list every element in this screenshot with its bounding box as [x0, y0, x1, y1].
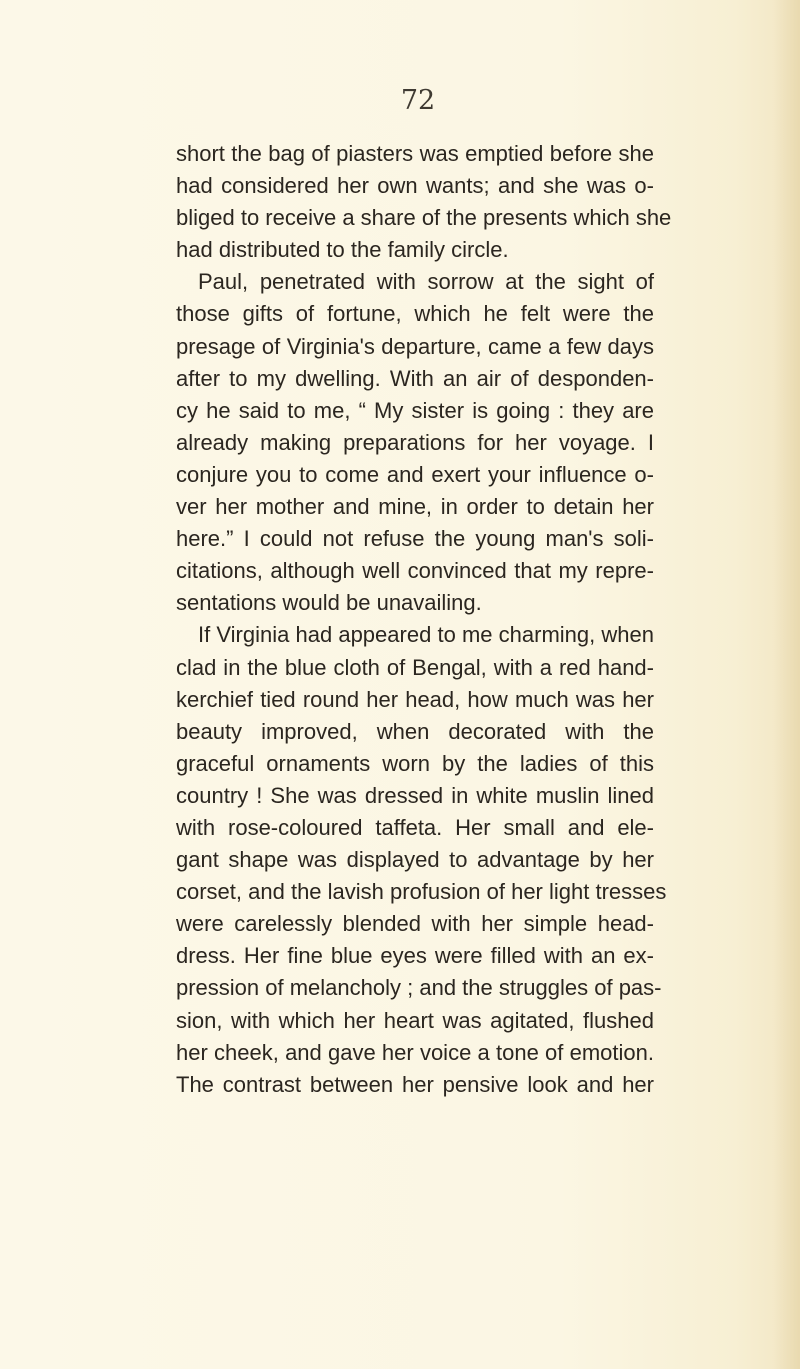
text-line: presage of Virginia's departure, came a few days — [176, 333, 654, 359]
page-number: 72 — [400, 85, 436, 116]
text-line: cy he said to me, “ My sister is going : they are — [176, 397, 654, 423]
text-line: kerchief tied round her head, how much was her — [176, 686, 654, 712]
text-line: conjure you to come and exert your influence o- — [176, 461, 654, 487]
text-line: sion, with which her heart was agitated, flushed — [176, 1007, 654, 1033]
text-line: her cheek, and gave her voice a tone of emotion. — [176, 1039, 654, 1065]
text-line: those gifts of fortune, which he felt were the — [176, 301, 654, 327]
text-line: bliged to receive a share of the presents which she — [176, 205, 672, 231]
text-line: short the bag of piasters was emptied before she — [176, 141, 654, 166]
text-line: were carelessly blended with her simple head- — [176, 911, 654, 937]
text-line: pression of melancholy ; and the struggles of pas- — [176, 975, 662, 1001]
text-line: sentations would be unavailing. — [176, 590, 482, 616]
text-line: after to my dwelling. With an air of desponden- — [176, 365, 654, 391]
text-line: ver her mother and mine, in order to detain her — [176, 494, 654, 520]
text-line: If Virginia had appeared to me charming, when — [198, 622, 654, 648]
page-edge-shadow — [774, 0, 800, 1369]
text-line: graceful ornaments worn by the ladies of this — [176, 750, 654, 776]
text-line: citations, although well convinced that my repre- — [176, 558, 654, 584]
text-line: The contrast between her pensive look and her — [176, 1071, 654, 1097]
text-line: corset, and the lavish profusion of her light tresses — [176, 879, 667, 905]
text-line: already making preparations for her voyage. I — [176, 429, 654, 455]
text-line: Paul, penetrated with sorrow at the sight of — [198, 269, 654, 295]
text-line: here.” I could not refuse the young man's soli- — [176, 526, 654, 552]
body-text — [176, 138, 672, 1101]
text-line: clad in the blue cloth of Bengal, with a red hand- — [176, 654, 654, 680]
text-line: gant shape was displayed to advantage by her — [176, 847, 654, 873]
text-line: country ! She was dressed in white muslin lined — [176, 782, 654, 808]
text-line: beauty improved, when decorated with the — [176, 718, 654, 744]
text-line: with rose-coloured taffeta. Her small and ele- — [176, 814, 654, 840]
text-line: had distributed to the family circle. — [176, 237, 509, 263]
text-line: dress. Her fine blue eyes were filled with an ex- — [176, 943, 654, 969]
text-line: had considered her own wants; and she was o- — [176, 173, 654, 199]
